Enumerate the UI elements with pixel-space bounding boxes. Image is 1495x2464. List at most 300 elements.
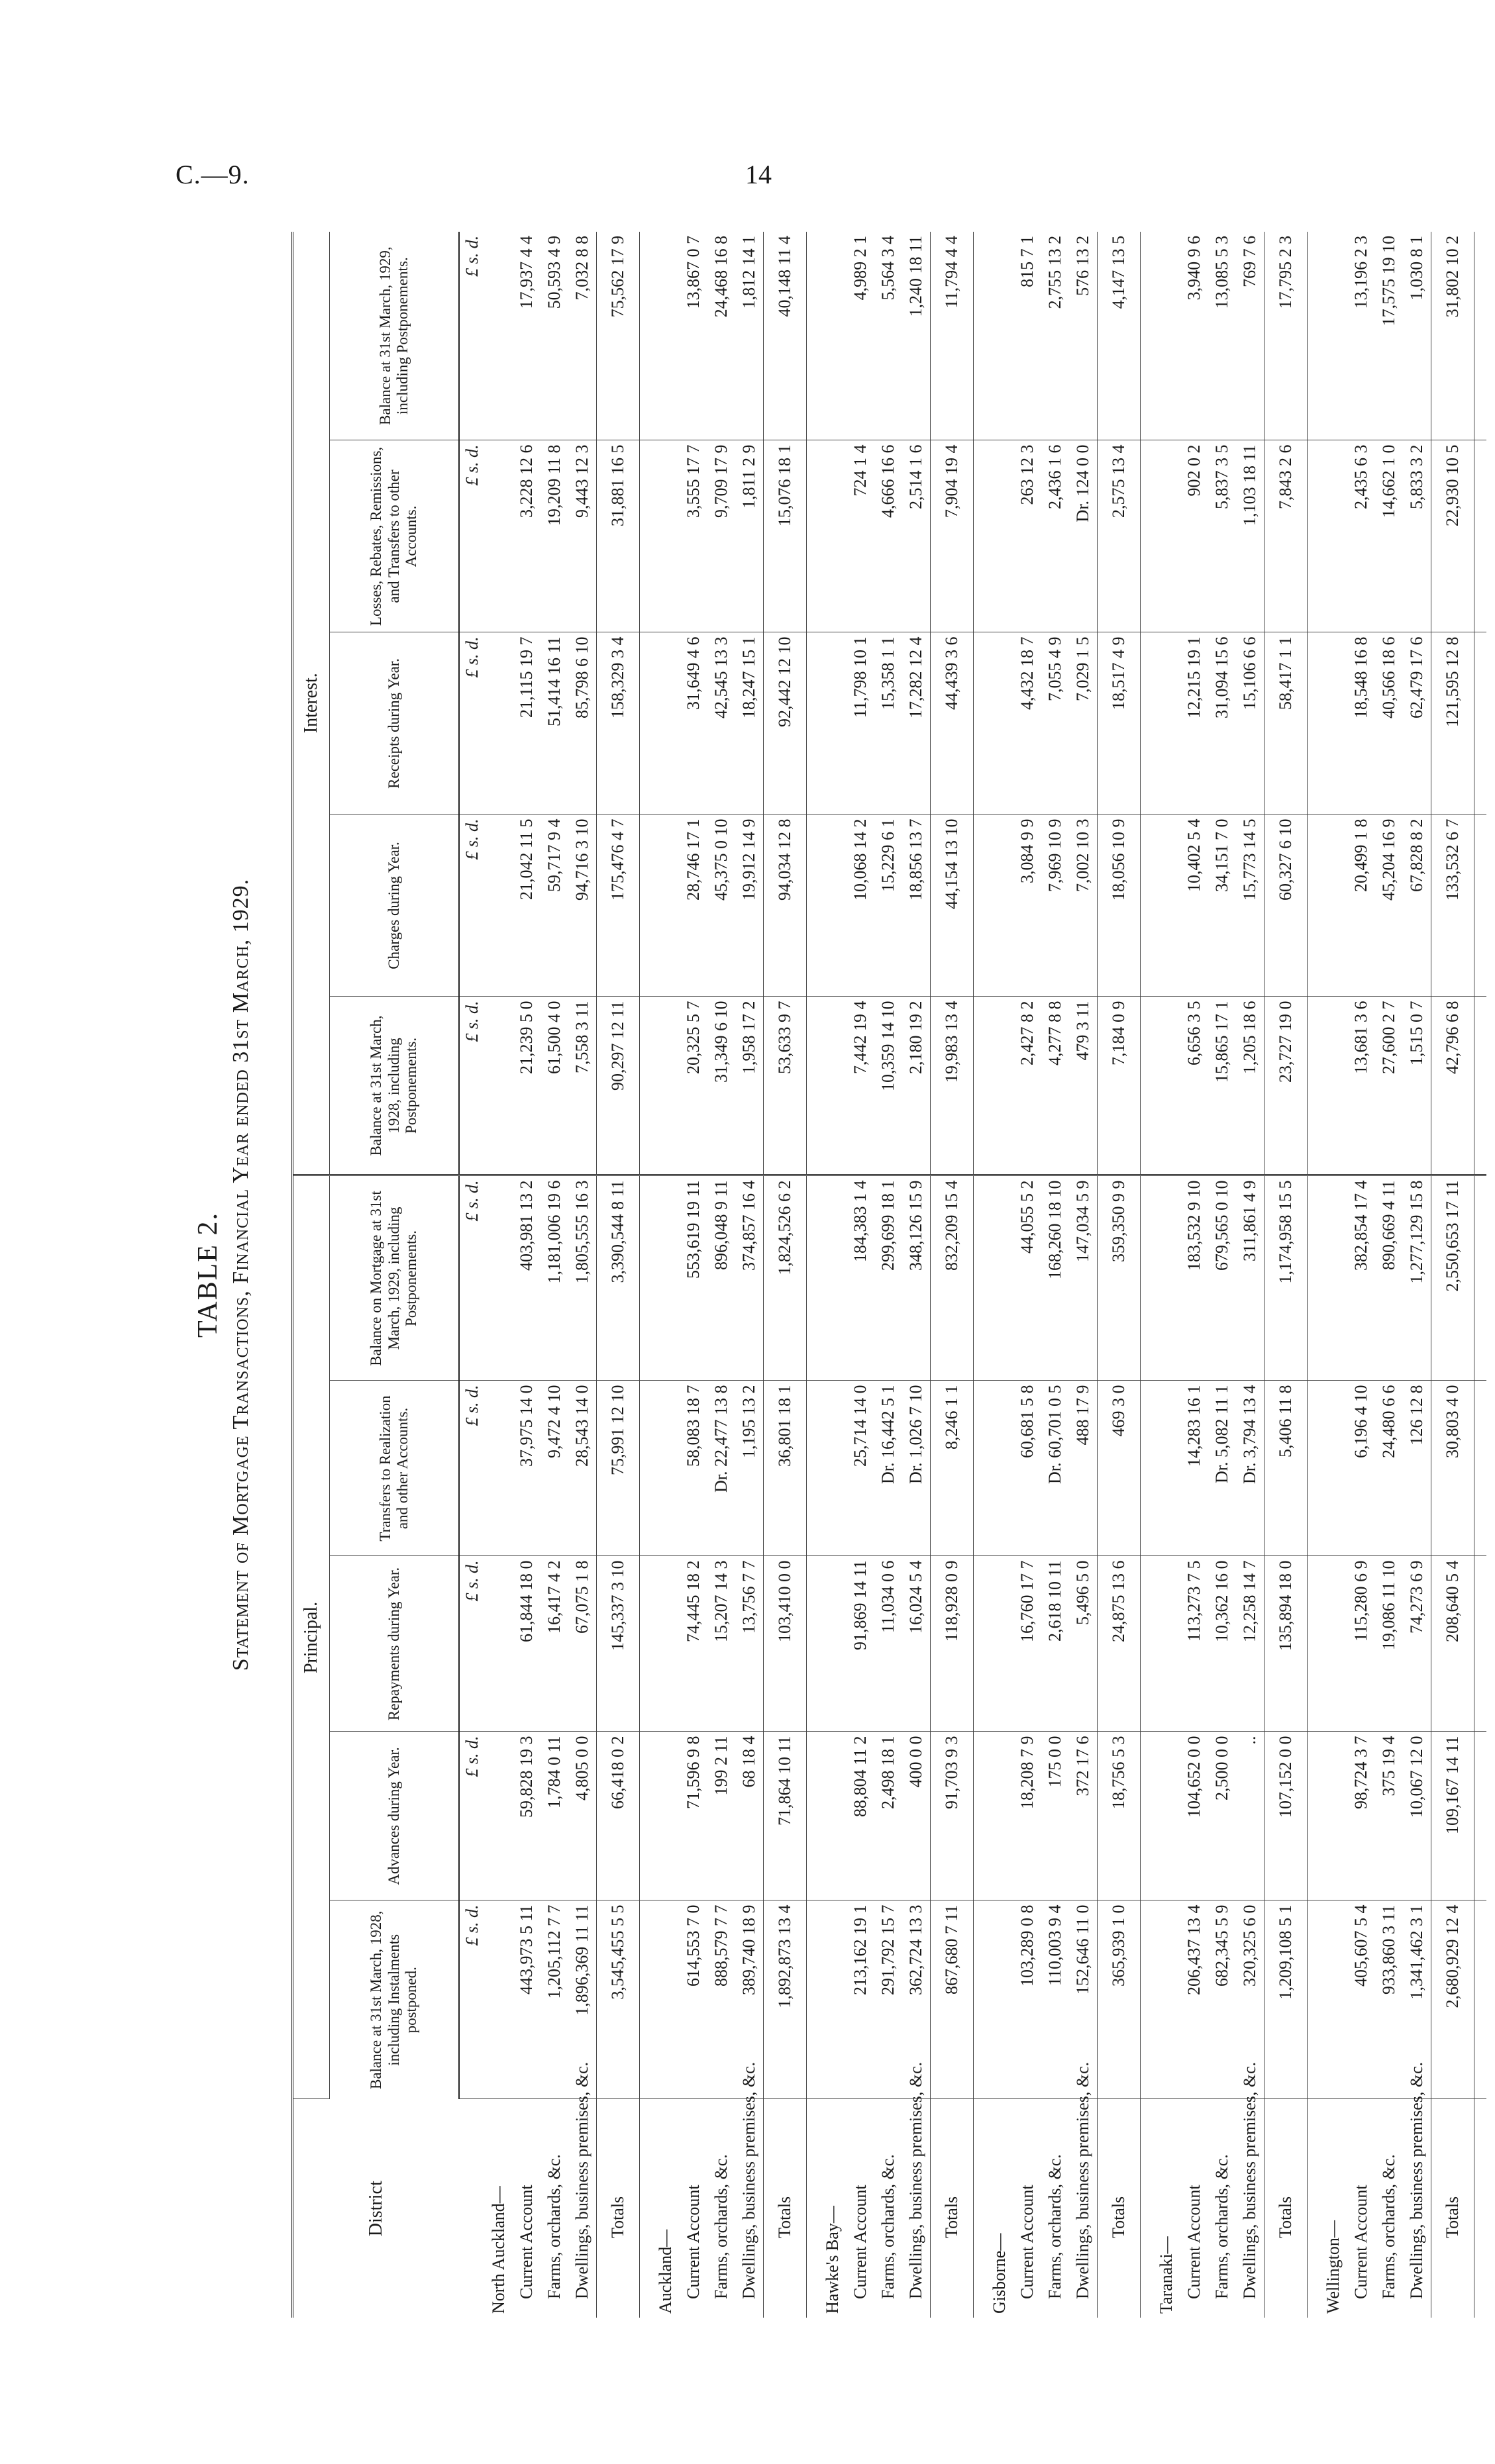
totals-label: Totals [1264,2099,1308,2318]
value-cell: 91,869 14 11 [847,1556,874,1732]
value-cell: 10,068 14 2 [847,814,874,997]
value-cell: 6,656 3 5 [1180,997,1208,1175]
spacer-cell [1474,1732,1487,1900]
value-cell: 372 17 6 [1069,1732,1098,1900]
value-cell: 5,837 3 5 [1208,440,1236,632]
value-cell: .. [1236,1732,1264,1900]
totals-row [931,232,974,2318]
spacer-cell [640,1175,652,1381]
spacer-cell [640,232,652,440]
value-cell: 50,593 4 9 [541,232,568,440]
total-cell: 11,794 4 4 [931,232,974,440]
spacer-cell [1141,2099,1153,2318]
empty-cell [485,1556,513,1732]
value-cell: 614,553 7 0 [680,1900,707,2099]
table-row [874,232,902,2318]
column-header: Balance at 31st March, 1928, including Postponements. [330,997,460,1175]
value-cell: 4,805 0 0 [568,1732,597,1900]
empty-cell [485,440,513,632]
column-header: Receipts during Year. [330,632,460,814]
value-cell: 59,828 19 3 [513,1732,541,1900]
value-cell: 403,981 13 2 [513,1175,541,1381]
empty-cell [819,1556,847,1732]
empty-cell [819,1900,847,2099]
empty-cell [1153,440,1180,632]
totals-row [1431,232,1474,2318]
spacer-cell [974,814,986,997]
value-cell: 16,760 17 7 [1013,1556,1041,1732]
total-cell: 22,930 10 5 [1431,440,1474,632]
empty-cell [986,1900,1013,2099]
value-cell: 11,798 10 1 [847,632,874,814]
empty-cell [986,1732,1013,1900]
value-cell: 31,649 4 6 [680,632,707,814]
spacer-cell [1308,1556,1320,1732]
value-cell: 4,277 8 8 [1041,997,1069,1175]
value-cell: 7,029 1 5 [1069,632,1098,814]
units-cell: £ s. d. [459,440,485,632]
total-cell: 121,595 12 8 [1431,632,1474,814]
value-cell: 1,195 13 2 [735,1381,764,1556]
totals-row [597,232,640,2318]
totals-label: Totals [764,2099,807,2318]
value-cell: 59,717 9 4 [541,814,568,997]
value-cell: 60,681 5 8 [1013,1381,1041,1556]
spacer-cell [807,1900,819,2099]
spacer-cell [1308,232,1320,440]
totals-row [1264,232,1308,2318]
spacer-cell [1474,2099,1487,2318]
total-cell: 1,174,958 15 5 [1264,1175,1308,1381]
total-cell: 175,476 4 7 [597,814,640,997]
district-name: Wellington— [1323,2220,1343,2314]
table-row [680,232,707,2318]
total-cell: 24,875 13 6 [1098,1556,1141,1732]
value-cell: 2,500 0 0 [1208,1732,1236,1900]
value-cell: 13,196 2 3 [1347,232,1375,440]
empty-cell [1153,1556,1180,1732]
spacer-cell [1141,440,1153,632]
value-cell: 88,804 11 2 [847,1732,874,1900]
value-cell: 4,432 18 7 [1013,632,1041,814]
value-cell: 291,792 15 7 [874,1900,902,2099]
spacer-cell [640,814,652,997]
value-cell: 1,181,006 19 6 [541,1175,568,1381]
value-cell: 15,207 14 3 [707,1556,735,1732]
value-cell: Dr. 1,026 7 10 [902,1381,931,1556]
empty-cell [485,814,513,997]
spacer-cell [974,632,986,814]
value-cell: 13,756 7 7 [735,1556,764,1732]
value-cell: 12,215 19 1 [1180,632,1208,814]
row-label: Dwellings, business premises, &c. [1073,2061,1092,2299]
totals-row [1098,232,1141,2318]
value-cell: 85,798 6 10 [568,632,597,814]
column-header: Charges during Year. [330,814,460,997]
empty-cell [652,1556,680,1732]
page-number: 14 [745,160,772,189]
spacer-cell [807,997,819,1175]
value-cell: 1,205,112 7 7 [541,1900,568,2099]
total-cell: 7,184 0 9 [1098,997,1141,1175]
value-cell: 389,740 18 9 [735,1900,764,2099]
spacer-cell [974,2099,986,2318]
value-cell: 15,773 14 5 [1236,814,1264,997]
value-cell: 18,208 7 9 [1013,1732,1041,1900]
spacer-cell [1141,1732,1153,1900]
empty-cell [1153,1732,1180,1900]
spacer-cell [1308,632,1320,814]
empty-cell [652,1381,680,1556]
empty-cell [986,1381,1013,1556]
empty-cell [986,440,1013,632]
column-header: Repayments during Year. [330,1556,460,1732]
value-cell: 1,811 2 9 [735,440,764,632]
spacer-row [1141,232,1153,2318]
total-cell: 1,892,873 13 4 [764,1900,807,2099]
district-name: Gisborne— [990,2233,1009,2314]
value-cell: 213,162 19 1 [847,1900,874,2099]
district-row [1319,232,1347,2318]
spacer-cell [1308,440,1320,632]
district-name: Auckland— [656,2229,675,2314]
value-cell: 19,086 11 10 [1375,1556,1403,1732]
spacer-cell [1308,1381,1320,1556]
empty-cell [819,1175,847,1381]
table-row [1375,232,1403,2318]
value-cell: 18,856 13 7 [902,814,931,997]
column-header: Balance on Mortgage at 31st March, 1929, including Postponements. [330,1175,460,1381]
total-cell: 94,034 12 8 [764,814,807,997]
spacer-cell [1474,1900,1487,2099]
empty-cell [652,1900,680,2099]
value-cell: 71,596 9 8 [680,1732,707,1900]
empty-cell [1319,1381,1347,1556]
row-label: Farms, orchards, &c. [1212,2154,1231,2299]
spacer-cell [807,232,819,440]
total-cell: 44,439 3 6 [931,632,974,814]
value-cell: 9,443 12 3 [568,440,597,632]
spacer-cell [640,632,652,814]
value-cell: 18,247 15 1 [735,632,764,814]
total-cell: 133,532 6 7 [1431,814,1474,997]
total-cell: 42,796 6 8 [1431,997,1474,1175]
spacer-cell [640,1556,652,1732]
value-cell: 2,180 19 2 [902,997,931,1175]
spacer-cell [974,232,986,440]
total-cell: 4,147 13 5 [1098,232,1141,440]
value-cell: 400 0 0 [902,1732,931,1900]
total-cell: 158,329 3 4 [597,632,640,814]
totals-label: Totals [1098,2099,1141,2318]
spacer-row [807,232,819,2318]
value-cell: 7,969 10 9 [1041,814,1069,997]
empty-cell [819,997,847,1175]
empty-cell [652,232,680,440]
value-cell: 14,283 16 1 [1180,1381,1208,1556]
value-cell: 7,442 19 4 [847,997,874,1175]
value-cell: 3,228 12 6 [513,440,541,632]
spacer-cell [974,1732,986,1900]
row-label: Farms, orchards, &c. [544,2154,564,2299]
table-row [1041,232,1069,2318]
value-cell: 28,543 14 0 [568,1381,597,1556]
spacer-cell [974,1175,986,1381]
value-cell: 206,437 13 4 [1180,1900,1208,2099]
empty-cell [652,440,680,632]
spacer-row [640,232,652,2318]
value-cell: 7,002 10 3 [1069,814,1098,997]
value-cell: 488 17 9 [1069,1381,1098,1556]
value-cell: 888,579 7 7 [707,1900,735,2099]
empty-cell [485,1381,513,1556]
value-cell: 890,669 4 11 [1375,1175,1403,1381]
value-cell: 15,229 6 1 [874,814,902,997]
empty-cell [485,1732,513,1900]
spacer-cell [1474,1556,1487,1732]
row-label: Current Account [1017,2185,1037,2299]
spacer-cell [1474,440,1487,632]
value-cell: 1,277,129 15 8 [1403,1175,1431,1381]
empty-cell [1319,632,1347,814]
spacer-cell [1141,1900,1153,2099]
value-cell: Dr. 5,082 11 1 [1208,1381,1236,1556]
value-cell: 31,349 6 10 [707,997,735,1175]
total-cell: 71,864 10 11 [764,1732,807,1900]
units-cell: £ s. d. [459,1900,485,2099]
empty-cell [1153,1381,1180,1556]
column-header: Transfers to Realization and other Accounts. [330,1381,460,1556]
total-cell: 18,756 5 3 [1098,1732,1141,1900]
value-cell: 19,912 14 9 [735,814,764,997]
value-cell: 1,784 0 11 [541,1732,568,1900]
spacer-cell [974,997,986,1175]
header-district: District [293,2099,460,2318]
value-cell: 20,499 1 8 [1347,814,1375,997]
value-cell: 4,989 2 1 [847,232,874,440]
spacer-row [1308,232,1320,2318]
spacer-cell [1141,997,1153,1175]
value-cell: 13,867 0 7 [680,232,707,440]
units-cell: £ s. d. [459,632,485,814]
value-cell: 1,103 18 11 [1236,440,1264,632]
spacer-cell [1474,232,1487,440]
value-cell: 24,480 6 6 [1375,1381,1403,1556]
total-cell: 17,795 2 3 [1264,232,1308,440]
spacer-cell [1141,1381,1153,1556]
total-cell: 75,562 17 9 [597,232,640,440]
value-cell: 44,055 5 2 [1013,1175,1041,1381]
value-cell: 27,600 2 7 [1375,997,1403,1175]
empty-cell [1319,1556,1347,1732]
spacer-cell [974,1381,986,1556]
spacer-row [974,232,986,2318]
totals-label: Totals [1431,2099,1474,2318]
total-cell: 15,076 18 1 [764,440,807,632]
value-cell: 7,558 3 11 [568,997,597,1175]
value-cell: 362,724 13 3 [902,1900,931,2099]
empty-cell [652,1175,680,1381]
spacer-cell [807,632,819,814]
value-cell: 28,746 17 1 [680,814,707,997]
spacer-cell [807,1381,819,1556]
spacer-cell [807,1732,819,1900]
empty-cell [1319,814,1347,997]
value-cell: 15,865 17 1 [1208,997,1236,1175]
table-title: Statement of Mortgage Transactions, Financial Year ended 31st March, 1929. [229,878,253,1671]
value-cell: 9,709 17 9 [707,440,735,632]
district-row [652,232,680,2318]
empty-cell [652,997,680,1175]
value-cell: 25,714 14 0 [847,1381,874,1556]
value-cell: 1,812 14 1 [735,232,764,440]
value-cell: Dr. 124 0 0 [1069,440,1098,632]
value-cell: 5,496 5 0 [1069,1556,1098,1732]
total-cell: 5,406 11 8 [1264,1381,1308,1556]
units-cell: £ s. d. [459,232,485,440]
value-cell: 15,106 6 6 [1236,632,1264,814]
value-cell: 1,240 18 11 [902,232,931,440]
value-cell: 553,619 19 11 [680,1175,707,1381]
value-cell: 45,204 16 9 [1375,814,1403,997]
value-cell: 175 0 0 [1041,1732,1069,1900]
table-row [1403,232,1431,2318]
value-cell: 62,479 17 6 [1403,632,1431,814]
empty-cell [1153,232,1180,440]
value-cell: 24,468 16 8 [707,232,735,440]
spacer-cell [807,1556,819,1732]
total-cell: 2,680,929 12 4 [1431,1900,1474,2099]
table-row [541,232,568,2318]
table-row [735,232,764,2318]
value-cell: 68 18 4 [735,1732,764,1900]
units-cell: £ s. d. [459,1556,485,1732]
value-cell: 74,273 6 9 [1403,1556,1431,1732]
units-row [459,232,485,2318]
total-cell: 7,843 2 6 [1264,440,1308,632]
empty-cell [485,632,513,814]
value-cell: 17,575 19 10 [1375,232,1403,440]
total-cell: 23,727 19 0 [1264,997,1308,1175]
empty-cell [986,1175,1013,1381]
empty-cell [1153,814,1180,997]
value-cell: 2,436 1 6 [1041,440,1069,632]
value-cell: 11,034 0 6 [874,1556,902,1732]
value-cell: 37,975 14 0 [513,1381,541,1556]
table-row [1180,232,1208,2318]
spacer-cell [1308,1175,1320,1381]
total-cell: 18,056 10 9 [1098,814,1141,997]
value-cell: 126 12 8 [1403,1381,1431,1556]
total-cell: 75,991 12 10 [597,1381,640,1556]
empty-cell [652,814,680,997]
column-header: Advances during Year. [330,1732,460,1900]
district-name: Taranaki— [1157,2236,1176,2314]
value-cell: 2,435 6 3 [1347,440,1375,632]
district-row [485,232,513,2318]
value-cell: Dr. 3,794 13 4 [1236,1381,1264,1556]
value-cell: 45,375 0 10 [707,814,735,997]
spacer-cell [640,2099,652,2318]
total-cell: 53,633 9 7 [764,997,807,1175]
row-label: Current Account [517,2185,536,2299]
spacer-cell [807,2099,819,2318]
value-cell: 902 0 2 [1180,440,1208,632]
spacer-cell [1141,1175,1153,1381]
table-row [902,232,931,2318]
value-cell: 9,472 4 10 [541,1381,568,1556]
value-cell: 896,048 9 11 [707,1175,735,1381]
spacer-cell [1474,997,1487,1175]
row-label: Dwellings, business premises, &c. [906,2061,925,2299]
total-cell: 40,148 11 4 [764,232,807,440]
value-cell: 184,383 1 4 [847,1175,874,1381]
value-cell: 67,075 1 8 [568,1556,597,1732]
value-cell: 382,854 17 4 [1347,1175,1375,1381]
total-cell: 1,824,526 6 2 [764,1175,807,1381]
value-cell: 7,055 4 9 [1041,632,1069,814]
spacer-cell [640,1381,652,1556]
empty-cell [652,1732,680,1900]
value-cell: 815 7 1 [1013,232,1041,440]
value-cell: Dr. 60,701 0 5 [1041,1381,1069,1556]
spacer-cell [1474,1381,1487,1556]
empty-cell [819,232,847,440]
value-cell: 16,024 5 4 [902,1556,931,1732]
value-cell: 199 2 11 [707,1732,735,1900]
spacer-cell [1474,1175,1487,1381]
table-row [847,232,874,2318]
table-row [1069,232,1098,2318]
spacer-cell [1141,232,1153,440]
spacer-cell [1141,814,1153,997]
total-cell: 365,939 1 0 [1098,1900,1141,2099]
value-cell: 1,205 18 6 [1236,997,1264,1175]
value-cell: 14,662 1 0 [1375,440,1403,632]
totals-label: Totals [931,2099,974,2318]
totals-row [764,232,807,2318]
value-cell: 31,094 15 6 [1208,632,1236,814]
total-cell: 469 3 0 [1098,1381,1141,1556]
value-cell: 21,239 5 0 [513,997,541,1175]
value-cell: 42,545 13 3 [707,632,735,814]
value-cell: 7,032 8 8 [568,232,597,440]
spacer-cell [1308,997,1320,1175]
value-cell: 6,196 4 10 [1347,1381,1375,1556]
value-cell: 34,151 7 0 [1208,814,1236,997]
empty-cell [485,997,513,1175]
value-cell: 443,973 5 11 [513,1900,541,2099]
row-label: Current Account [1184,2185,1204,2299]
value-cell: 12,258 14 7 [1236,1556,1264,1732]
total-cell: 60,327 6 10 [1264,814,1308,997]
total-cell: 118,928 0 9 [931,1556,974,1732]
empty-cell [1319,440,1347,632]
total-cell: 359,350 9 9 [1098,1175,1141,1381]
value-cell: 61,844 18 0 [513,1556,541,1732]
value-cell: 94,716 3 10 [568,814,597,997]
district-name: Hawke's Bay— [823,2206,842,2314]
row-label: Dwellings, business premises, &c. [572,2061,592,2299]
value-cell: 98,724 3 7 [1347,1732,1375,1900]
value-cell: 2,498 18 1 [874,1732,902,1900]
total-cell: 58,417 1 1 [1264,632,1308,814]
value-cell: 2,755 13 2 [1041,232,1069,440]
empty-cell [1319,997,1347,1175]
value-cell: 20,325 5 7 [680,997,707,1175]
value-cell: 479 3 11 [1069,997,1098,1175]
empty-cell [485,232,513,440]
